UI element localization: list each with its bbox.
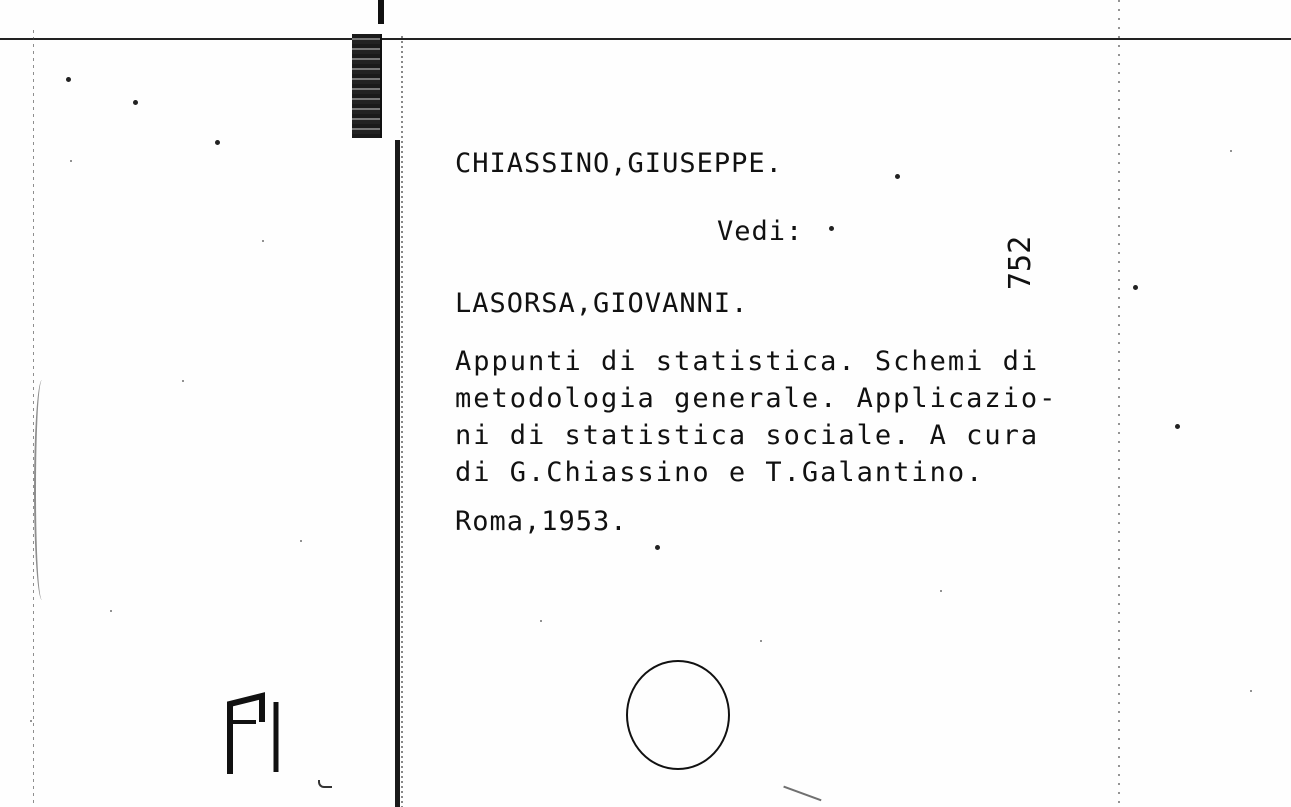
scan-speck [1250,690,1252,692]
scan-speck [760,640,762,642]
corner-tick-mark [318,780,332,788]
heading-name: CHIASSINO,GIUSEPPE. [455,148,783,179]
scan-speck [1230,150,1232,152]
stray-dot [1175,424,1180,429]
see-reference-label: Vedi: [717,216,804,247]
scan-speck [540,620,542,622]
scan-speck [300,540,302,542]
title-line: metodologia generale. Applicazio- [455,383,1058,414]
title-line: Appunti di statistica. Schemi di [455,346,1040,377]
title-description [455,343,1075,491]
title-line: ni di statistica sociale. A cura [455,420,1040,451]
binder-top-tick [378,0,384,24]
scan-speck [110,610,112,612]
card-left-edge [395,140,400,807]
stray-dot [895,174,900,179]
author-name: LASORSA,GIOVANNI. [455,288,749,319]
punch-hole [626,660,730,770]
stray-dot [829,226,834,231]
shelf-number: 752 [1003,235,1038,290]
bracket-mark [222,692,282,776]
stray-dot [1133,285,1138,290]
scan-speck [30,720,32,722]
stray-dot [66,77,71,82]
title-line: di G.Chiassino e T.Galantino. [455,457,985,488]
left-page-curl [34,380,50,600]
stray-dot [215,140,220,145]
binder-strip [352,34,382,138]
card-edge-shadow [401,36,403,807]
stray-dot [133,100,138,105]
scan-speck [70,160,72,162]
top-edge-rule [0,38,1291,40]
scan-speck [940,590,942,592]
left-page-edge [33,30,34,807]
stray-mark [778,786,821,807]
stray-dot [655,545,660,550]
scan-speck [182,380,184,382]
right-dotted-edge [1118,0,1120,807]
scan-speck [262,240,264,242]
imprint: Roma,1953. [455,506,628,537]
